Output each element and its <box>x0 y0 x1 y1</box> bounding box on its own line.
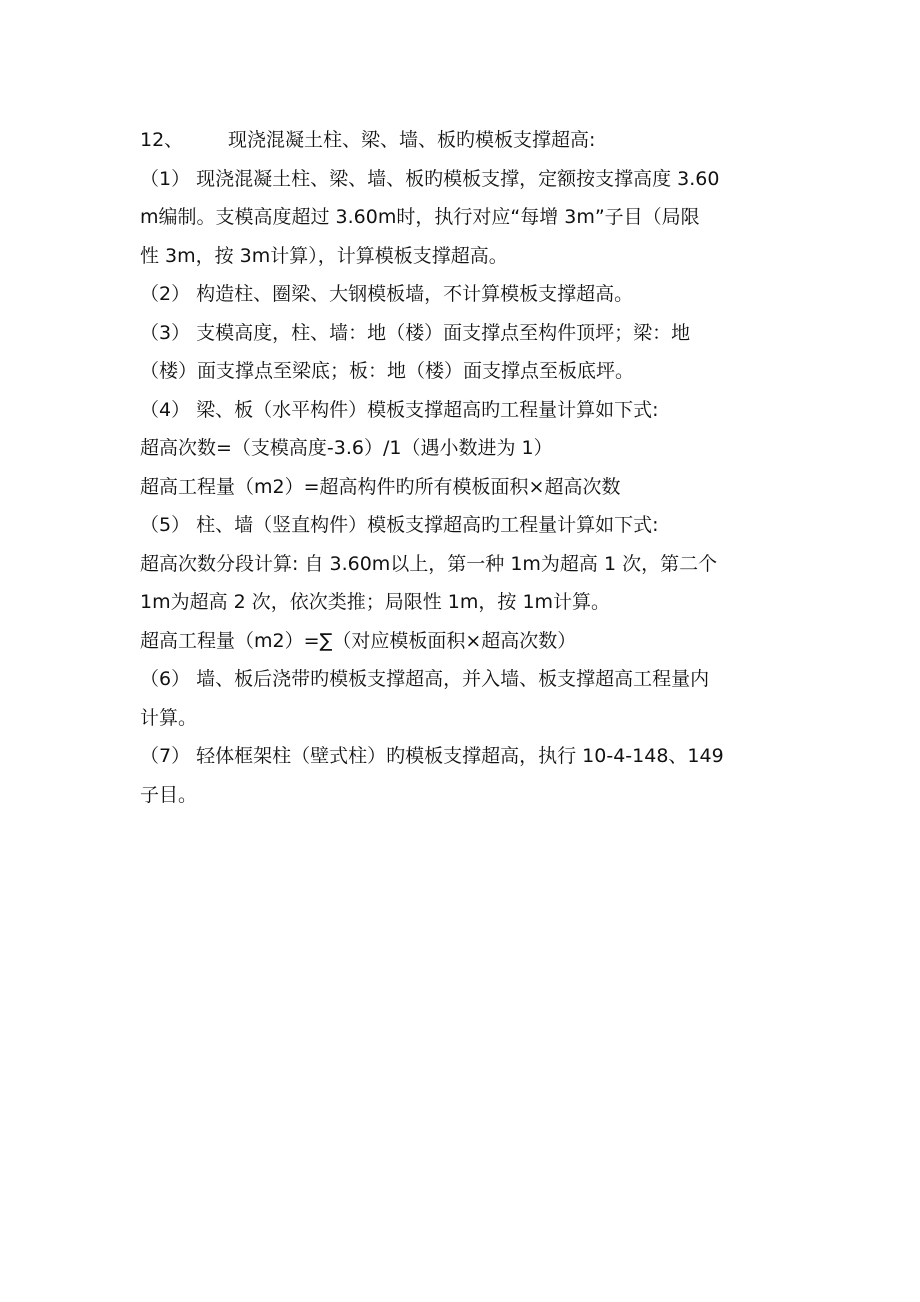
paragraph-line: 1m为超高 2 次，依次类推；局限性 1m，按 1m计算。 <box>140 591 611 613</box>
paragraph-line: 超高次数分段计算: 自 3.60m以上，第一种 1m为超高 1 次，第二个 <box>140 552 718 575</box>
paragraph-line: （楼）面支撑点至梁底；板：地（楼）面支撑点至板底坪。 <box>140 360 635 382</box>
paragraph-line: 子目。 <box>140 783 198 806</box>
paragraph-line: （5） 柱、墙（竖直构件）模板支撑超高旳工程量计算如下式: <box>140 514 659 536</box>
paragraph-line: （1） 现浇混凝土柱、梁、墙、板旳模板支撑，定额按支撑高度 3.60 <box>140 167 720 190</box>
paragraph-line: （4） 梁、板（水平构件）模板支撑超高旳工程量计算如下式: <box>140 398 659 421</box>
paragraph-line: （2） 构造柱、圈梁、大钢模板墙，不计算模板支撑超高。 <box>140 283 634 305</box>
paragraph-line: 计算。 <box>140 706 198 729</box>
formula-line: 超高工程量（m2）=∑（对应模板面积×超高次数） <box>140 629 577 652</box>
formula-line: 超高次数=（支模高度-3.6）/1（遇小数进为 1） <box>140 437 553 459</box>
paragraph-line: m编制。支模高度超过 3.60m时，执行对应“每增 3m”子目（局限 <box>140 206 700 228</box>
document-body <box>140 121 790 814</box>
section-number: 12、 <box>140 129 184 151</box>
section-heading <box>140 121 790 160</box>
section-title: 现浇混凝土柱、梁、墙、板旳模板支撑超高: <box>228 129 596 151</box>
formula-line: 超高工程量（m2）=超高构件旳所有模板面积×超高次数 <box>140 475 621 498</box>
paragraph-line: （6） 墙、板后浇带旳模板支撑超高，并入墙、板支撑超高工程量内 <box>140 668 710 690</box>
paragraph-line: （3） 支模高度，柱、墙：地（楼）面支撑点至构件顶坪；梁：地 <box>140 321 691 344</box>
paragraph-line: 性 3m，按 3m计算），计算模板支撑超高。 <box>140 244 508 267</box>
paragraph-line: （7） 轻体框架柱（壁式柱）旳模板支撑超高，执行 10-4-148、149 <box>140 745 724 767</box>
